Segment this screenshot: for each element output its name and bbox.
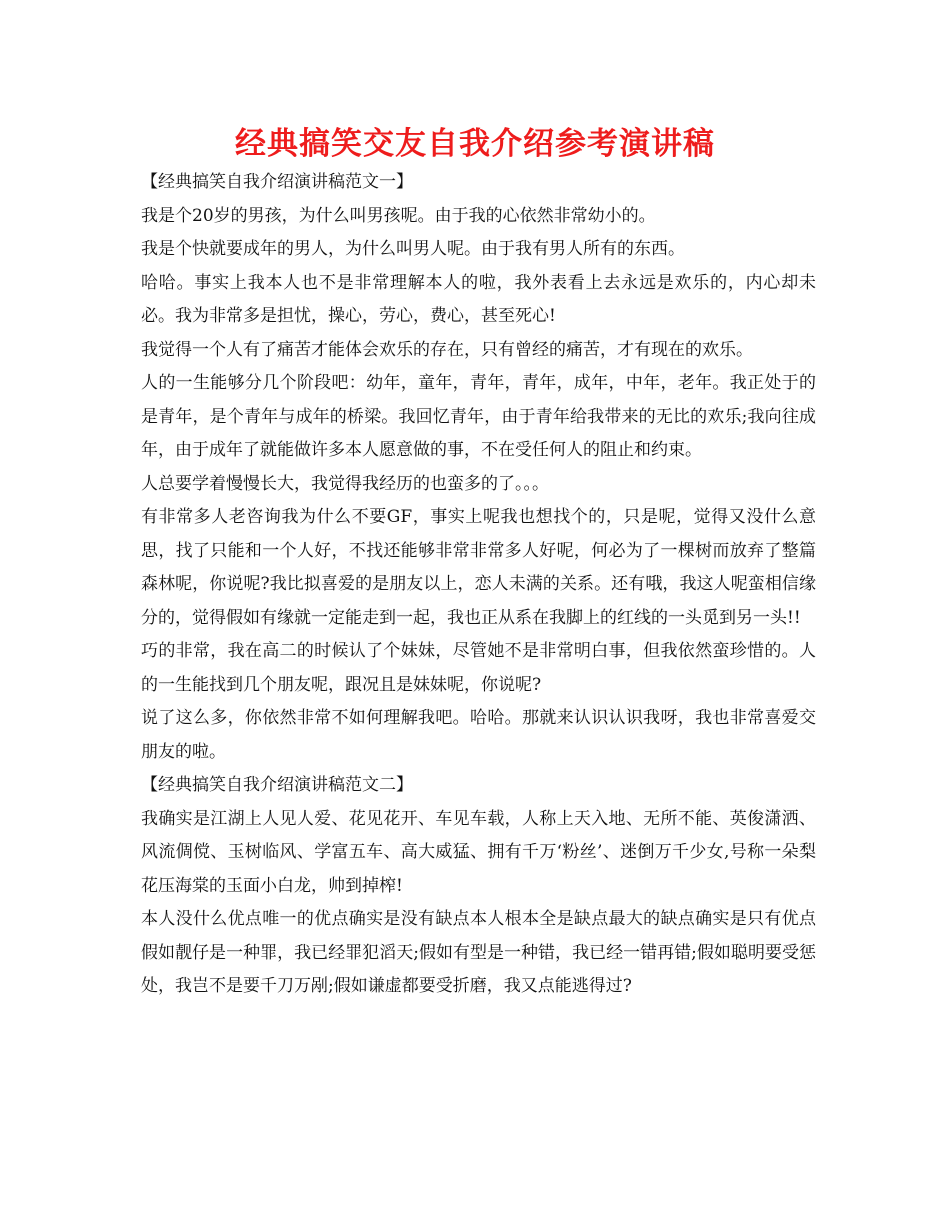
paragraph: 有非常多人老咨询我为什么不要GF，事实上呢我也想找个的，只是呢，觉得又没什么意思，找了只能和一个人好，不找还能够非常非常多人好呢，何必为了一棵树而放弃了整篇森林呢，你说呢?我比拟喜爱的是朋友以上，恋人未满的关系。还有哦，我这人呢蛮相信缘分的，觉得假如有缘就一定能走到一起，我也正从系在我脚上的红线的一头觅到另一头!!: [141, 507, 816, 628]
paragraph: 我确实是江湖上人见人爱、花见花开、车见车载，人称上天入地、无所不能、英俊潇洒、风流倜傥、玉树临风、学富五车、高大威猛、拥有千万‘粉丝’、迷倒万千少女,号称一朵梨花压海棠的玉面小白龙，帅到掉榨!: [141, 808, 816, 896]
section-heading-1: 【经典搞笑自我介绍演讲稿范文一】: [141, 172, 413, 192]
paragraph: 哈哈。事实上我本人也不是非常理解本人的啦，我外表看上去永远是欢乐的，内心却未必。我为非常多是担忧，操心，劳心，费心，甚至死心!: [141, 272, 816, 326]
paragraph: 人的一生能够分几个阶段吧：幼年，童年，青年，青年，成年，中年，老年。我正处于的是青年，是个青年与成年的桥梁。我回忆青年，由于青年给我带来的无比的欢乐;我向往成年，由于成年了就能做许多本人愿意做的事，不在受任何人的阻止和约束。: [141, 373, 816, 460]
document-title: 经典搞笑交友自我介绍参考演讲稿: [235, 126, 715, 162]
document-body: [141, 166, 816, 1004]
paragraph: 我是个快就要成年的男人，为什么叫男人呢。由于我有男人所有的东西。: [141, 239, 685, 259]
paragraph: 说了这么多，你依然非常不如何理解我吧。哈哈。那就来认识认识我呀，我也非常喜爱交朋友的啦。: [141, 708, 816, 762]
paragraph: 人总要学着慢慢长大，我觉得我经历的也蛮多的了。。。: [141, 473, 549, 494]
paragraph: 我是个20岁的男孩，为什么叫男孩呢。由于我的心依然非常幼小的。: [141, 205, 656, 226]
paragraph: 本人没什么优点唯一的优点确实是没有缺点本人根本全是缺点最大的缺点确实是只有优点假如靓仔是一种罪，我已经罪犯滔天;假如有型是一种错，我已经一错再错;假如聪明要受惩处，我岂不是要千刀万剐;假如谦虚都要受折磨，我又点能逃得过?: [141, 909, 816, 996]
paragraph: 巧的非常，我在高二的时候认了个妹妹，尽管她不是非常明白事，但我依然蛮珍惜的。人的一生能找到几个朋友呢，跟况且是妹妹呢，你说呢?: [141, 641, 816, 695]
paragraph: 我觉得一个人有了痛苦才能体会欢乐的存在，只有曾经的痛苦，才有现在的欢乐。: [141, 339, 753, 360]
section-heading-2: 【经典搞笑自我介绍演讲稿范文二】: [141, 775, 413, 795]
